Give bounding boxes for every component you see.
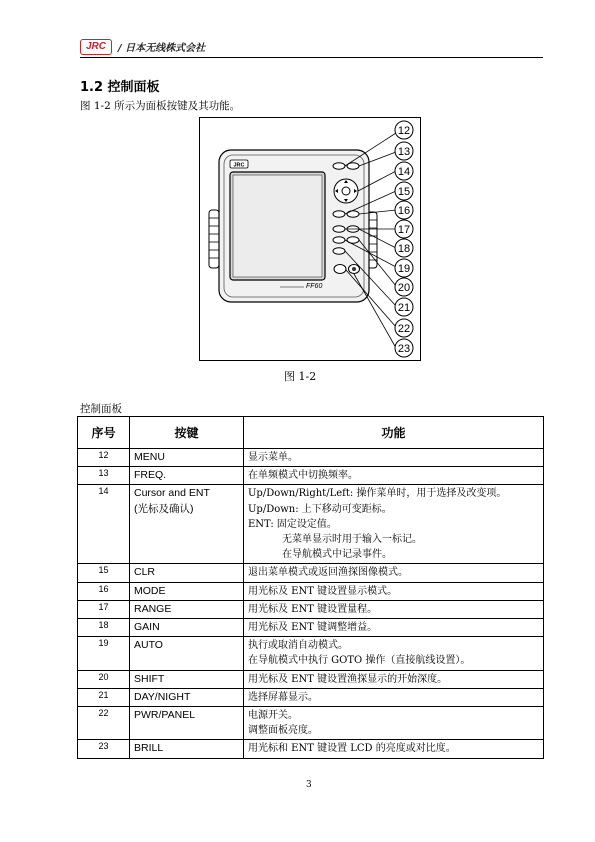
row-function — [244, 600, 544, 618]
function-line: 执行或取消自动模式。 — [248, 640, 348, 652]
row-function — [244, 670, 544, 688]
svg-text:16: 16 — [397, 205, 411, 217]
function-line: 调整面板亮度。 — [248, 725, 318, 737]
figure-caption: 图 1-2 — [284, 370, 317, 383]
key-name: (光标及确认) — [134, 502, 194, 515]
svg-text:22: 22 — [397, 323, 411, 335]
function-line: ENT: 固定设定值。 — [248, 518, 337, 530]
callout-20 — [395, 278, 413, 296]
function-line: 用光标及 ENT 键设置显示模式。 — [248, 585, 398, 597]
row-key — [130, 485, 244, 564]
key-auto[interactable] — [333, 237, 345, 243]
row-key — [130, 637, 244, 670]
row-key — [130, 619, 244, 637]
row-number: 15 — [78, 564, 130, 582]
callout-18 — [395, 239, 413, 257]
table-row — [78, 449, 544, 467]
key-day-night[interactable] — [333, 248, 345, 254]
row-number: 13 — [78, 467, 130, 485]
function-line: 在导航模式中记录事件。 — [282, 549, 392, 561]
table-row — [78, 564, 544, 582]
svg-text:13: 13 — [397, 146, 411, 158]
key-name: MENU — [134, 451, 165, 463]
function-line: 退出菜单模式或返回渔探图像模式。 — [248, 567, 408, 579]
callout-15 — [395, 182, 413, 200]
page-header — [80, 38, 543, 58]
key-clr[interactable] — [333, 211, 345, 217]
page-number: 3 — [306, 780, 312, 790]
row-function — [244, 707, 544, 740]
key-brill[interactable] — [349, 265, 360, 274]
header-rule — [80, 57, 543, 58]
svg-text:14: 14 — [397, 166, 411, 178]
key-name: MODE — [134, 584, 166, 597]
table-row — [78, 740, 544, 758]
model-label: FF60 — [306, 283, 323, 290]
row-key — [130, 707, 244, 740]
function-line: 在导航模式中执行 GOTO 操作（直接航线设置）。 — [248, 655, 471, 667]
key-name: BRILL — [134, 742, 164, 755]
key-name: Cursor and ENT — [134, 487, 210, 500]
jrc-logo: JRC — [80, 39, 112, 55]
callout-14 — [395, 162, 413, 180]
key-name: GAIN — [134, 621, 160, 634]
row-key — [130, 467, 244, 485]
function-line: 用光标和 ENT 键设置 LCD 的亮度或对比度。 — [248, 743, 456, 755]
section-intro: 图 1-2 所示为面板按键及其功能。 — [80, 100, 241, 112]
row-number: 22 — [78, 707, 130, 740]
row-key — [130, 670, 244, 688]
row-number: 23 — [78, 740, 130, 758]
key-name: FREQ. — [134, 469, 167, 482]
row-key — [130, 600, 244, 618]
key-mode[interactable] — [347, 211, 359, 217]
key-name: AUTO — [134, 639, 163, 652]
key-name: CLR — [134, 566, 156, 579]
row-function — [244, 619, 544, 637]
table-header-row — [78, 417, 544, 449]
row-number: 17 — [78, 600, 130, 618]
row-function — [244, 582, 544, 600]
table-row — [78, 637, 544, 670]
section-title: 1.2 控制面板 — [80, 80, 160, 95]
header-func: 功能 — [244, 417, 544, 449]
function-line: 在单频模式中切换频率。 — [248, 470, 358, 482]
callout-22 — [395, 319, 413, 337]
device-illustration — [200, 118, 420, 360]
row-function — [244, 485, 544, 564]
row-key — [130, 688, 244, 706]
table-row — [78, 600, 544, 618]
row-function — [244, 564, 544, 582]
key-name: RANGE — [134, 602, 172, 615]
function-line: Up/Down/Right/Left: 操作菜单时，用于选择及改变项。 — [248, 488, 507, 500]
row-number: 21 — [78, 688, 130, 706]
key-menu[interactable] — [333, 163, 345, 169]
svg-text:15: 15 — [397, 186, 411, 198]
left-bracket-knob — [209, 210, 219, 268]
row-key — [130, 740, 244, 758]
function-line: 选择屏幕显示。 — [248, 691, 318, 703]
key-name: PWR/PANEL — [134, 709, 196, 722]
header-key: 按键 — [130, 417, 244, 449]
table-row — [78, 619, 544, 637]
key-name: DAY/NIGHT — [134, 690, 191, 703]
callout-16 — [395, 201, 413, 219]
key-function-table — [77, 416, 544, 759]
table-row — [78, 670, 544, 688]
svg-text:20: 20 — [397, 282, 411, 294]
row-number: 16 — [78, 582, 130, 600]
function-line: 电源开关。 — [248, 710, 298, 722]
row-function — [244, 740, 544, 758]
row-number: 20 — [78, 670, 130, 688]
jrc-badge-text: JRC — [233, 162, 245, 169]
svg-text:19: 19 — [397, 263, 411, 275]
key-pwr-panel[interactable] — [334, 265, 346, 274]
control-panel-figure — [199, 117, 421, 361]
table-row — [78, 707, 544, 740]
row-key — [130, 449, 244, 467]
row-function — [244, 637, 544, 670]
svg-text:12: 12 — [397, 125, 411, 137]
function-line: 显示菜单。 — [248, 452, 298, 463]
callout-23 — [395, 339, 413, 357]
callout-19 — [395, 259, 413, 277]
svg-text:23: 23 — [397, 343, 411, 355]
callout-17 — [395, 220, 413, 238]
row-number: 12 — [78, 449, 130, 467]
function-line: 用光标及 ENT 键调整增益。 — [248, 622, 378, 634]
function-line: Up/Down: 上下移动可变距标。 — [248, 503, 392, 515]
key-cursor-ent[interactable] — [334, 179, 358, 203]
table-body — [78, 449, 544, 759]
header-num: 序号 — [78, 417, 130, 449]
row-function — [244, 449, 544, 467]
key-range[interactable] — [333, 226, 345, 232]
function-line: 用光标及 ENT 键设置量程。 — [248, 603, 378, 615]
function-line: 无菜单显示时用于输入一标记。 — [282, 534, 422, 546]
table-row — [78, 688, 544, 706]
function-line: 用光标及 ENT 键设置渔探显示的开始深度。 — [248, 673, 448, 685]
row-key — [130, 564, 244, 582]
callout-13 — [395, 142, 413, 160]
row-number: 19 — [78, 637, 130, 670]
row-number: 14 — [78, 485, 130, 564]
svg-text:17: 17 — [397, 224, 411, 236]
row-number: 18 — [78, 619, 130, 637]
callout-12 — [395, 121, 413, 139]
row-key — [130, 582, 244, 600]
row-function — [244, 688, 544, 706]
svg-text:18: 18 — [397, 243, 411, 255]
table-row — [78, 485, 544, 564]
table-row — [78, 467, 544, 485]
svg-text:21: 21 — [397, 302, 411, 314]
company-name: / 日本无线株式会社 — [118, 43, 206, 54]
table-row — [78, 582, 544, 600]
callout-21 — [395, 298, 413, 316]
row-function — [244, 467, 544, 485]
key-name: SHIFT — [134, 672, 165, 685]
table-caption: 控制面板 — [80, 403, 122, 415]
